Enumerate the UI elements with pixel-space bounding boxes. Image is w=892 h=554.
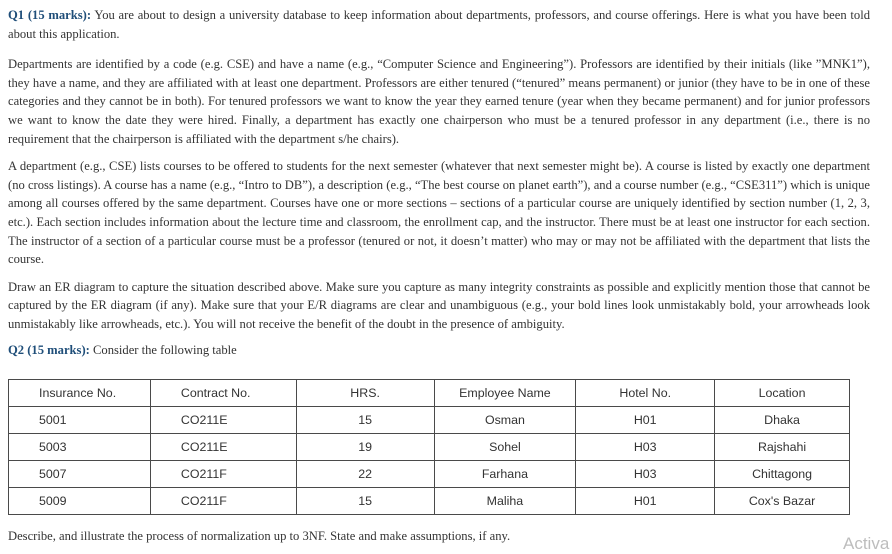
table-header-row	[9, 380, 850, 407]
column-header: Employee Name	[434, 380, 576, 407]
q1-paragraph-departments: Departments are identified by a code (e.g. CSE) and have a name (e.g., “Computer Science and Engineering”). Professors are identified by their initials (like ”MNK1”), they have a name, and they are affiliated with at least one department. Professors are either tenured (“tenured” means permanent) or junior (they have to be in one of these categories and they cannot be in both). For tenured professors we want to know the year they earned tenure (year when they became permanent) and for junior professors we want to know the date they were hired. Finally, a department has exactly one chairperson who must be a tenured professor in any department (i.e., there is no requirement that the chairperson is affiliated with the department s/he chairs).	[8, 57, 870, 146]
column-header: Hotel No.	[576, 380, 715, 407]
document-body	[8, 6, 870, 359]
table-cell: 5003	[9, 434, 151, 461]
table-cell: Sohel	[434, 434, 576, 461]
table-cell: Dhaka	[715, 407, 850, 434]
q2-closing-instruction: Describe, and illustrate the process of normalization up to 3NF. State and make assumptions, if any.	[8, 529, 511, 543]
table-cell: H01	[576, 407, 715, 434]
table-cell: 5001	[9, 407, 151, 434]
column-header: Location	[715, 380, 850, 407]
table-cell: CO211F	[150, 461, 296, 488]
column-header: Insurance No.	[9, 380, 151, 407]
table-cell: Osman	[434, 407, 576, 434]
table-row	[9, 434, 850, 461]
table-cell: H03	[576, 461, 715, 488]
table-cell: 5009	[9, 488, 151, 515]
q1-intro-text: You are about to design a university database to keep information about departments, professors, and course offerings. Here is what you have been told about this application.	[8, 8, 870, 41]
table-cell: Maliha	[434, 488, 576, 515]
q1-paragraph-instructions: Draw an ER diagram to capture the situation described above. Make sure you capture as many integrity constraints as possible and explicitly mention those that cannot be captured by the ER diagram (if any). Make sure that your E/R diagrams are clear and unambiguous (e.g., your bold lines look unmistakably bold, your arrowheads look unmistakably like arrowheads, etc.). You will not receive the benefit of the doubt in the presence of ambiguity.	[8, 279, 870, 331]
table-cell: Farhana	[434, 461, 576, 488]
table-cell: H01	[576, 488, 715, 515]
table-row	[9, 407, 850, 434]
table-cell: Chittagong	[715, 461, 850, 488]
table-row	[9, 461, 850, 488]
table-row	[9, 488, 850, 515]
table-cell: Rajshahi	[715, 434, 850, 461]
table-cell: 22	[296, 461, 434, 488]
q1-paragraph-courses: A department (e.g., CSE) lists courses to be offered to students for the next semester (whatever that next semester might be). A course is listed by exactly one department (no cross listings). A course has a name (e.g., “Intro to DB”), a description (e.g., “The best course on planet earth”), and a course number (e.g., “CSE311”) which is unique among all courses offered by the same department. Courses have one or more sections – sections of a particular course are uniquely identified by section number (1, 2, 3, etc.). Each section includes information about the lecture time and classroom, the enrollment cap, and the instructor. There must be at least one instructor for each section. The instructor of a section of a particular course must be a professor (tenured or not, it doesn’t matter) who may or may not be affiliated with the department that lists the course.	[8, 159, 870, 267]
q2-intro-paragraph	[8, 341, 870, 360]
column-header: HRS.	[296, 380, 434, 407]
q2-prompt: Consider the following table	[93, 342, 237, 357]
table-cell: 15	[296, 407, 434, 434]
table-cell: 5007	[9, 461, 151, 488]
table-cell: 19	[296, 434, 434, 461]
activation-watermark: Activa	[843, 534, 890, 553]
table-cell: CO211E	[150, 434, 296, 461]
table-cell: 15	[296, 488, 434, 515]
q1-label: Q1 (15 marks):	[8, 8, 92, 22]
q2-label: Q2 (15 marks):	[8, 342, 90, 357]
table-cell: CO211E	[150, 407, 296, 434]
table-cell: H03	[576, 434, 715, 461]
table-cell: Cox's Bazar	[715, 488, 850, 515]
table-cell: CO211F	[150, 488, 296, 515]
employee-table	[8, 379, 850, 515]
q1-intro-paragraph	[8, 6, 870, 43]
column-header: Contract No.	[150, 380, 296, 407]
